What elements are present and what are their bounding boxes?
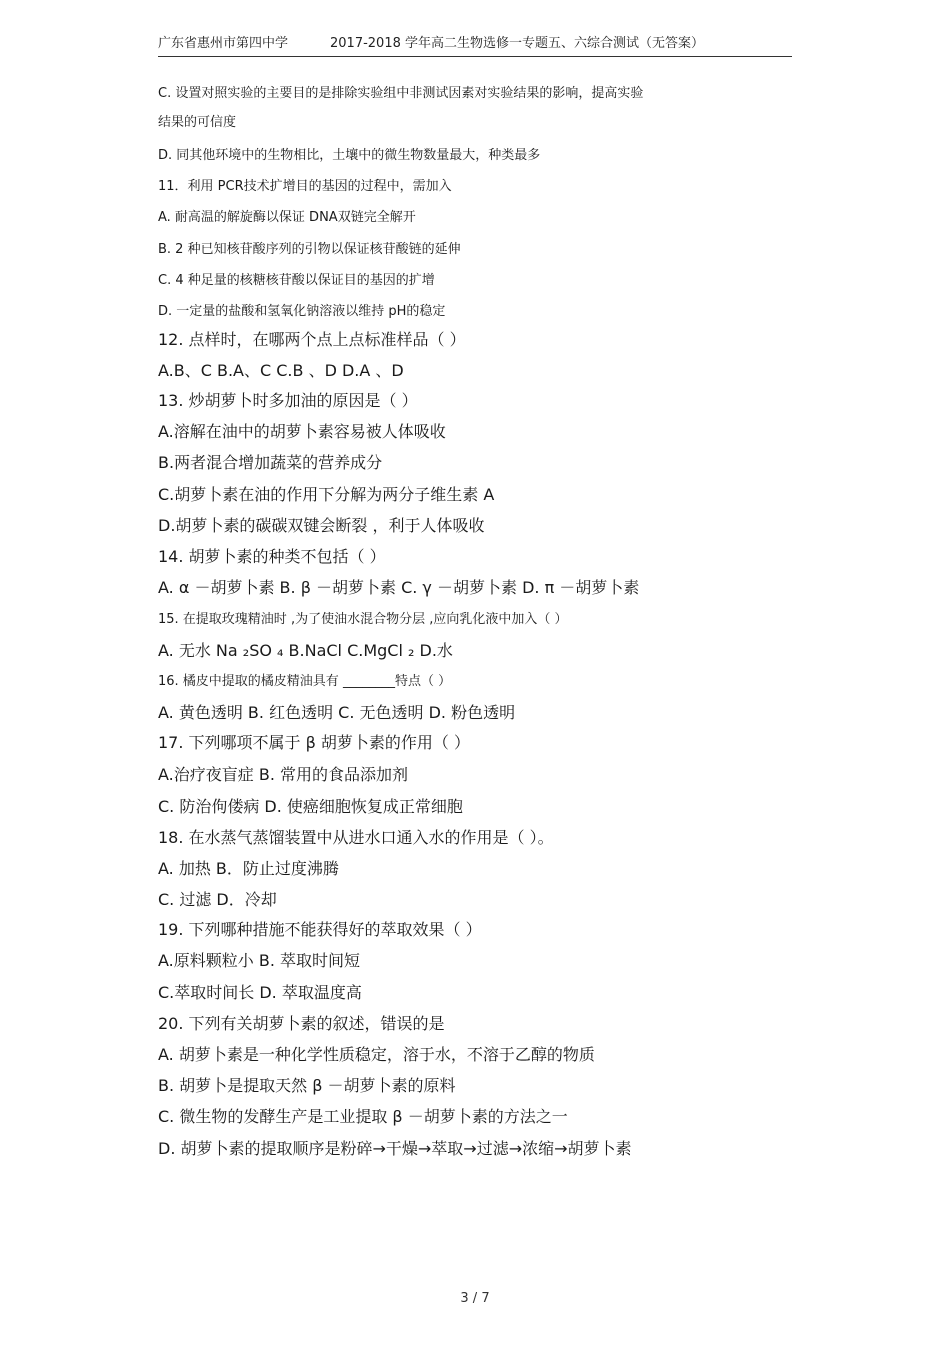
- option-line: A. 无水 Na ₂SO ₄ B.NaCl C.MgCl ₂ D.水: [158, 641, 453, 660]
- question-line: 12. 点样时，在哪两个点上点标准样品（ ）: [158, 330, 466, 349]
- option-line: C.萃取时间长 D. 萃取温度高: [158, 983, 362, 1002]
- header-exam-title: 2017-2018 学年高二生物选修一专题五、六综合测试（无答案）: [330, 36, 704, 51]
- question-line: 13. 炒胡萝卜时多加油的原因是（ ）: [158, 391, 418, 410]
- option-line: D. 一定量的盐酸和氢氧化钠溶液以维持 pH的稳定: [158, 304, 446, 319]
- option-line: C. 4 种足量的核糖核苷酸以保证目的基因的扩增: [158, 273, 435, 288]
- option-line: A. 黄色透明 B. 红色透明 C. 无色透明 D. 粉色透明: [158, 703, 516, 722]
- question-line: 19. 下列哪种措施不能获得好的萃取效果（ ）: [158, 920, 482, 939]
- option-line: B.两者混合增加蔬菜的营养成分: [158, 453, 383, 472]
- question-line: 17. 下列哪项不属于 β 胡萝卜素的作用（ ）: [158, 733, 471, 752]
- option-line: A. 加热 B．防止过度沸腾: [158, 859, 339, 878]
- page-number: 3 / 7: [460, 1291, 490, 1306]
- header-school: 广东省惠州市第四中学: [158, 36, 289, 51]
- option-line: C.胡萝卜素在油的作用下分解为两分子维生素 A: [158, 485, 495, 504]
- option-line: A.原料颗粒小 B. 萃取时间短: [158, 951, 360, 970]
- option-line: B. 2 种已知核苷酸序列的引物以保证核苷酸链的延伸: [158, 242, 461, 257]
- option-line: A. α －胡萝卜素 B. β －胡萝卜素 C. γ －胡萝卜素 D. π －胡萝卜素: [158, 578, 640, 597]
- option-line: D. 胡萝卜素的提取顺序是粉碎→干燥→萃取→过滤→浓缩→胡萝卜素: [158, 1139, 632, 1158]
- option-line: A.溶解在油中的胡萝卜素容易被人体吸收: [158, 422, 446, 441]
- question-line: 16. 橘皮中提取的橘皮精油具有 ________特点（ ）: [158, 674, 452, 689]
- page-header: [158, 34, 792, 57]
- question-line: 18. 在水蒸气蒸馏装置中从进水口通入水的作用是（ ）。: [158, 828, 554, 847]
- option-line: C. 防治佝偻病 D. 使癌细胞恢复成正常细胞: [158, 797, 463, 816]
- option-line: 结果的可信度: [158, 115, 237, 130]
- option-line: D.胡萝卜素的碳碳双键会断裂 ，利于人体吸收: [158, 516, 485, 535]
- option-line: B. 胡萝卜是提取天然 β －胡萝卜素的原料: [158, 1076, 456, 1095]
- option-line: C. 过滤 D．冷却: [158, 890, 277, 909]
- option-line: A. 胡萝卜素是一种化学性质稳定，溶于水，不溶于乙醇的物质: [158, 1045, 595, 1064]
- question-line: 11．利用 PCR技术扩增目的基因的过程中，需加入: [158, 179, 452, 194]
- option-line: A.治疗夜盲症 B. 常用的食品添加剂: [158, 765, 408, 784]
- option-line: C. 微生物的发酵生产是工业提取 β －胡萝卜素的方法之一: [158, 1107, 568, 1126]
- question-line: 15. 在提取玫瑰精油时 ,为了使油水混合物分层 ,应向乳化液中加入（ ）: [158, 612, 568, 627]
- option-line: A. 耐高温的解旋酶以保证 DNA双链完全解开: [158, 210, 416, 225]
- question-line: 14. 胡萝卜素的种类不包括（ ）: [158, 547, 386, 566]
- option-line: D. 同其他环境中的生物相比，土壤中的微生物数量最大，种类最多: [158, 148, 541, 163]
- option-line: A.B、C B.A、C C.B 、D D.A 、D: [158, 361, 404, 380]
- option-line: C. 设置对照实验的主要目的是排除实验组中非测试因素对实验结果的影响，提高实验: [158, 86, 644, 101]
- question-line: 20. 下列有关胡萝卜素的叙述，错误的是: [158, 1014, 445, 1033]
